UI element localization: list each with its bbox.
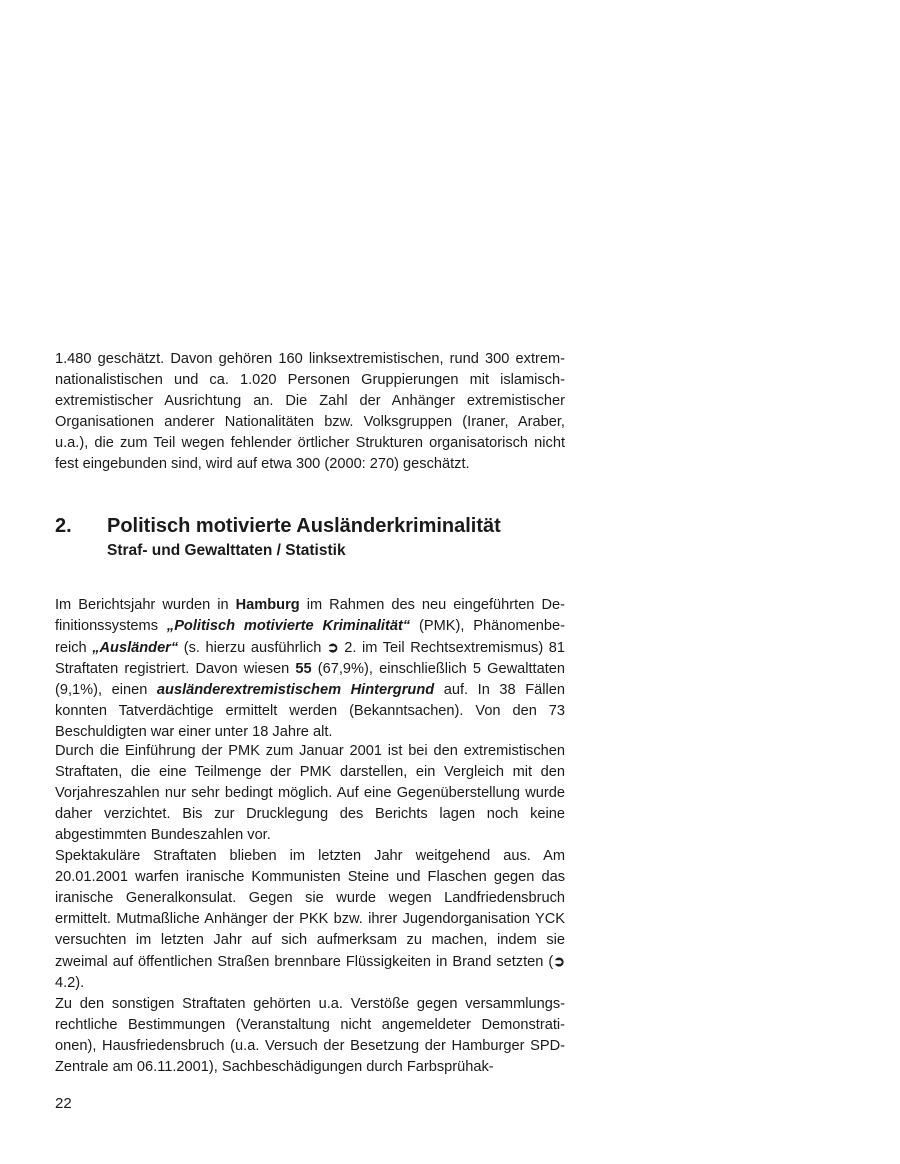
paragraph-text: Durch die Einführung der PMK zum Januar 2001 ist bei den extremistischen Straftaten, die eine Teilmenge der PMK darstellen, ein Vergleich mit den Vorjahreszahlen nur sehr bedingt möglich. Auf eine Gegenüberstellung wurde daher verzichtet. Bis zur Drucklegung des Berichts lagen noch keine abgestimmten Bundeszahlen vor. [55,743,565,843]
body-paragraph [55,741,565,846]
paragraph-text [55,595,565,743]
bold-italic-text: „Politisch motivierte Kriminalität“ [166,618,411,634]
paragraph-text: 1.480 geschätzt. Davon gehören 160 linksextremistischen, rund 300 extrem-nationalistischen und ca. 1.020 Personen Gruppierungen mit islamisch-extremistischer Ausrichtung an. Die Zahl der Anhänger extremistischer Organisationen anderer Nationalitäten bzw. Volksgruppen (Iraner, Araber, u.a.), die zum Teil wegen fehlender örtlicher Strukturen organisatorisch nicht fest eingebunden sind, wird auf etwa 300 (2000: 270) geschätzt. [55,351,565,472]
text-run: Im Berichtsjahr wurden in [55,597,236,613]
bold-italic-text: ausländerextremistischem Hintergrund [156,682,435,698]
section-number: 2. [55,515,72,537]
text-run: auf. In 38 Fällen konnten Tatverdächtige ermittelt werden (Bekanntsachen). Von den 73 Beschuldigten war einer unter 18 Jahre alt. [55,682,566,740]
text-run: (PMK), Phänomenbereich [55,618,565,656]
page-number: 22 [55,1095,72,1112]
arrow-right-circle-icon: ➲ [326,639,339,655]
text-run: (67,9%), einschließlich 5 Gewalttaten (9,1%), einen [55,661,565,698]
section-subtitle: Straf- und Gewalttaten / Statistik [107,542,346,559]
body-paragraph [55,595,565,743]
section-title: Politisch motivierte Ausländerkriminalität [107,515,501,537]
paragraph-text [55,846,565,994]
bold-text: 55 [295,661,312,677]
text-run: Spektakuläre Straftaten blieben im letzten Jahr weitgehend aus. Am 20.01.2001 warfen iranische Kommunisten Steine und Flaschen gegen das iranische Generalkonsulat. Gegen sie wurde wegen Landfriedensbruch ermittelt. Mutmaßliche Anhänger der PKK bzw. ihrer Jugendorganisation YCK versuchten im letzten Jahr auf sich aufmerksam zu machen, indem sie zweimal auf öffentlichen Straßen brennbare Flüssigkeiten in Brand setzten ( [55,848,565,970]
body-paragraph [55,994,565,1078]
text-run: 2. im Teil Rechtsextremismus) 81 Straftaten registriert. Davon wiesen [55,640,565,677]
text-run: (s. hierzu ausführlich [178,640,327,656]
text-run: 4.2). [55,975,85,991]
arrow-right-circle-icon: ➲ [553,953,565,969]
body-paragraph [55,846,565,994]
bold-text: Hamburg [235,597,300,613]
paragraph-text: Zu den sonstigen Straftaten gehörten u.a. Verstöße gegen versammlungsrechtliche Bestimmungen (Veranstaltung nicht angemeldeter Demonstrationen), Hausfriedensbruch (u.a. Versuch der Besetzung der Hamburger SPD-Zentrale am 06.11.2001), Sachbeschädigungen durch Farbsprühak- [55,996,565,1075]
text-run: im Rahmen des neu eingeführten Definitionssystems [55,597,565,634]
bold-italic-text: „Ausländer“ [92,640,179,656]
body-paragraph [55,349,565,475]
